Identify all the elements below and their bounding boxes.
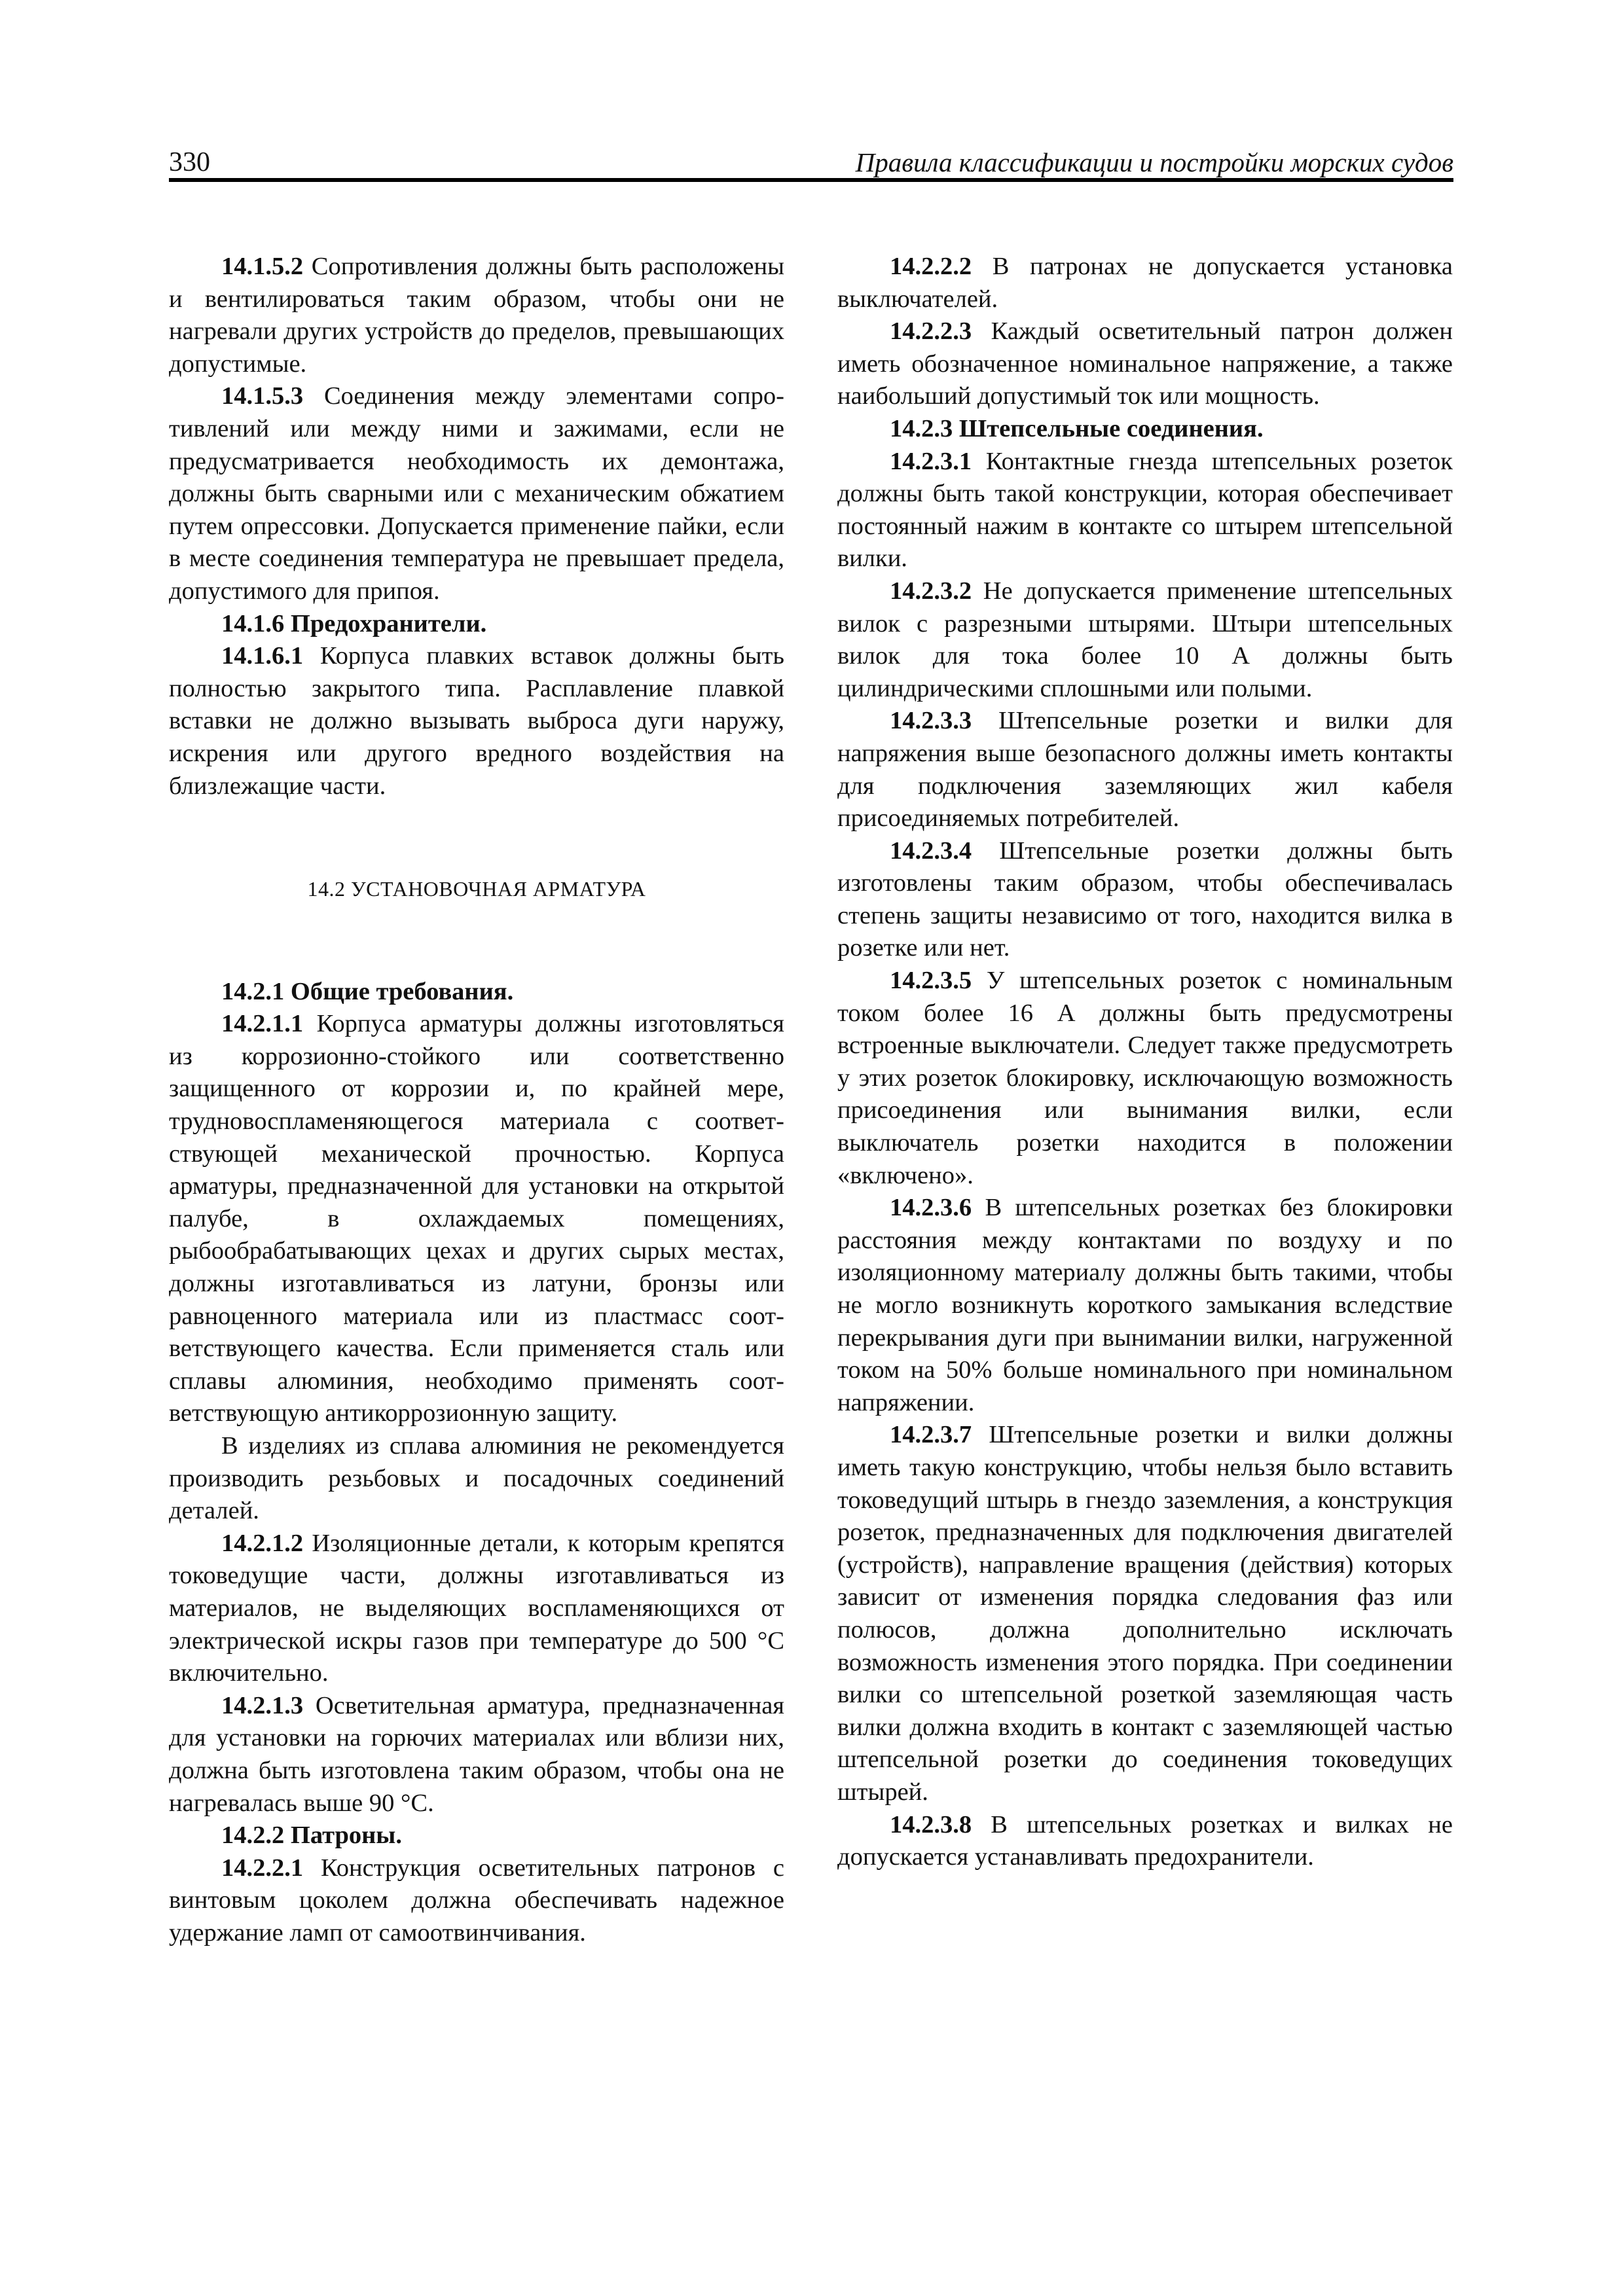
paragraph-text: Корпуса плавких вставок должны быть полностью закрытого типа. Расплавление плавкой вставки не должно вызывать выброса дуги наружу, искрения или другого вредного воздействия на близлежащие части.	[169, 642, 784, 800]
clause-number: 14.1.5.2	[221, 253, 304, 280]
paragraph-text: В штепсельных розетках без блокировки расстояния между контактами по воздуху и по изоляционному материалу должны быть такими, чтобы не могло возникнуть короткого замыкания вследствие перекрывания дуги при вынимании вилки, нагруженной током на 50% больше номинального при номинальном напряжении.	[837, 1194, 1453, 1416]
paragraph	[837, 446, 1453, 575]
paragraph	[837, 315, 1453, 413]
clause-number: 14.1.6.1	[221, 642, 304, 670]
paragraph-text: У штепсельных розеток с номинальным током более 16 А должны быть предусмотрены встроенные выключатели. Следует также предусмотреть у этих розеток блокировку, исключающую возможность присоединения или вынимания вилки, если выключатель розетки находится в положении «включено».	[837, 967, 1453, 1189]
paragraph-text: Штепсельные розетки должны быть изготовлены таким образом, чтобы обеспечивалась степень защиты независимо от того, находится вилка в розетке или нет.	[837, 836, 1453, 962]
paragraph-text: Конструкция осветительных патронов с винтовым цоколем должна обеспечивать надежное удержание ламп от самоотвинчивания.	[169, 1854, 784, 1946]
page-header	[169, 145, 1453, 179]
paragraph-text: Не допускается применение штепсельных вилок с разрезными штырями. Штыри штепсельных вилок для тока более 10 А должны быть цилиндрическими сплошными или полыми.	[837, 577, 1453, 702]
clause-number: 14.2.3.2	[890, 577, 972, 605]
clause-number: 14.2.3.8	[890, 1810, 972, 1839]
clause-number: 14.2.3.4	[890, 836, 972, 865]
clause-number: 14.2.2.2	[890, 253, 972, 280]
paragraph	[837, 965, 1453, 1192]
clause-number: 14.2.3.5	[890, 967, 972, 995]
clause-number: 14.2.3.6	[890, 1194, 972, 1222]
paragraph-text: Контактные гнезда штепсельных розеток должны быть такой конструкции, которая обеспечивает постоянный нажим в контакте со штырем штепсельной вилки.	[837, 447, 1453, 573]
right-column	[837, 251, 1453, 1874]
paragraph	[169, 640, 784, 802]
paragraph	[837, 575, 1453, 705]
clause-number: 14.2.2.1	[221, 1854, 304, 1882]
page-number: 330	[169, 147, 210, 177]
subsection-heading: 14.2.3 Штепсельные соединения.	[890, 414, 1264, 442]
paragraph	[837, 251, 1453, 315]
paragraph-text: Корпуса арматуры должны изготовляться из коррозионно-стойкого или соответственно защищенного от коррозии и, по крайней мере, трудновоспламеняющегося материала с соответствующей механической прочностью. Корпуса арматуры, предназначенной для установки на открытой палубе, в охлаждаемых помещениях, рыбообрабатывающих цехах и других сырых местах, должны изготавливаться из латуни, бронзы или равноценного материала или из пластмасс соответствующего качества. Если применяется сталь или сплавы алюминия, необходимо применять соответствующую антикоррозионную защиту.	[169, 1010, 784, 1427]
header-rule	[169, 178, 1453, 182]
paragraph	[837, 705, 1453, 834]
clause-number: 14.2.1.1	[221, 1010, 304, 1038]
paragraph-text: В штепсельных розетках и вилках не допускается устанавливать предохранители.	[837, 1810, 1453, 1871]
paragraph-text: Соединения между элементами сопротивлений или между ними и зажимами, если не предусматривается необходимость их демонтажа, должны быть сварными или с механическим обжатием путем опрессовки. Допускается применение пайки, если в месте соединения температура не превышает предела, допустимого для припоя.	[169, 382, 784, 605]
paragraph-text: Штепсельные розетки и вилки для напряжения выше безопасного должны иметь контакты для подключения заземляющих жил кабеля присоединяемых потребителей.	[837, 707, 1453, 833]
clause-number: 14.2.2.3	[890, 317, 972, 346]
clause-number: 14.2.1.3	[221, 1691, 304, 1719]
subsection-heading: 14.1.6 Предохранители.	[221, 609, 487, 637]
paragraph-text: Штепсельные розетки и вилки должны иметь такую конструкцию, чтобы нельзя было вставить токоведущий штырь в гнездо заземления, а конструкция розеток, предназначенных для подключения двигателей (устройств), направление вращения (действия) которых зависит от изменения порядка следования фаз или полюсов, должна дополнительно исключать возможность изменения этого порядка. При соединении вилки со штепсельной розеткой заземляющая часть вилки должна входить в контакт с заземляющей частью штепсельной розетки до соединения токоведущих штырей.	[837, 1421, 1453, 1806]
clause-number: 14.2.1.2	[221, 1529, 304, 1557]
paragraph-text: Изоляционные детали, к которым крепятся токоведущие части, должны изготавливаться из материалов, не выделяющих воспламеняющихся от электрической искры газов при температуре до 500 °С включительно.	[169, 1529, 784, 1687]
paragraph	[837, 1192, 1453, 1419]
left-column	[169, 251, 784, 1950]
clause-number: 14.1.5.3	[221, 382, 304, 410]
paragraph-text: Каждый осветительный патрон должен иметь обозначенное номинальное напряжение, а также наибольший допустимый ток или мощность.	[837, 317, 1453, 410]
running-title: Правила классификации и постройки морских судов	[855, 147, 1453, 177]
paragraph	[169, 1852, 784, 1950]
paragraph	[837, 1809, 1453, 1874]
paragraph	[169, 1690, 784, 1820]
clause-number: 14.2.3.3	[890, 707, 972, 735]
paragraph	[169, 251, 784, 380]
paragraph: В изделиях из сплава алюминия не рекомендуется производить резьбовых и посадочных соединений деталей.	[169, 1432, 784, 1525]
section-heading: 14.2 УСТАНОВОЧНАЯ АРМАТУРА	[307, 877, 646, 901]
paragraph-text: Сопротивления должны быть расположены и вентилироваться таким образом, чтобы они не нагревали других устройств до пределов, превышающих допустимые.	[169, 253, 784, 378]
clause-number: 14.2.3.7	[890, 1421, 972, 1449]
paragraph-text: В патронах не допускается установка выключателей.	[837, 253, 1453, 313]
paragraph	[169, 1528, 784, 1690]
clause-number: 14.2.3.1	[890, 447, 972, 475]
paragraph	[169, 380, 784, 607]
subsection-heading: 14.2.1 Общие требования.	[221, 977, 514, 1005]
paragraph	[837, 835, 1453, 965]
subsection-heading: 14.2.2 Патроны.	[221, 1821, 402, 1850]
paragraph	[169, 1008, 784, 1430]
paragraph-text: Осветительная арматура, предназначенная для установки на горючих материалах или вблизи них, должна быть изготовлена таким образом, чтобы она не нагревалась выше 90 °С.	[169, 1691, 784, 1817]
paragraph	[837, 1419, 1453, 1808]
